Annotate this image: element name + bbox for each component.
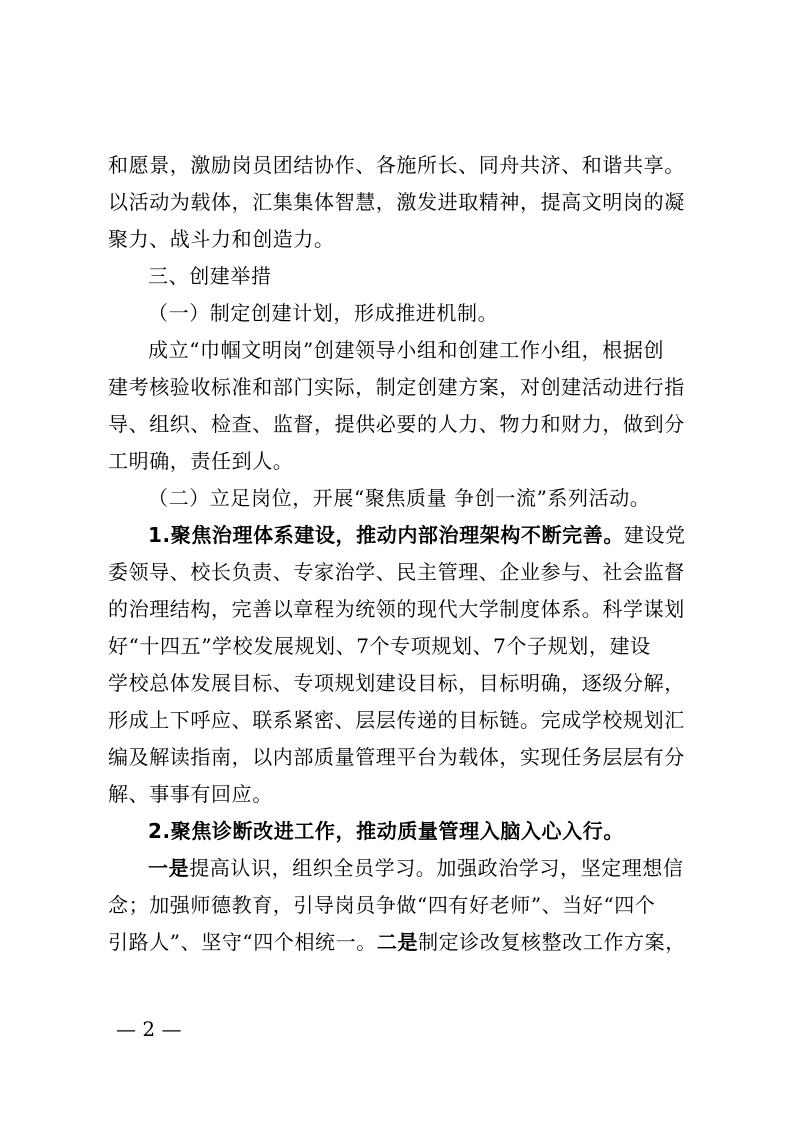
text: 制定诊改复核整改工作方案， xyxy=(418,930,686,954)
subsection-heading: （二）立足岗位，开展“聚焦质量 争创一流”系列活动。 xyxy=(148,486,651,510)
item-heading: 2.聚焦诊断改进工作，推动质量管理入脑入心入行。 xyxy=(148,819,624,843)
paragraph-line: 聚力、战斗力和创造力。 xyxy=(108,227,335,251)
section-heading: 三、创建举措 xyxy=(148,264,272,288)
paragraph-line: 的治理结构，完善以章程为统领的现代大学制度体系。科学谋划 xyxy=(108,597,685,621)
text: 引路人”、坚守“四个相统一。 xyxy=(108,930,377,954)
item-title: 1.聚焦治理体系建设，推动内部治理架构不断完善。 xyxy=(148,523,624,547)
paragraph-line: 念；加强师德教育，引导岗员争做“四有好老师”、当好“四个 xyxy=(108,893,656,917)
document-body xyxy=(108,147,688,961)
paragraph-line: 导、组织、检查、监督，提供必要的人力、物力和财力，做到分 xyxy=(108,412,685,436)
subsection-heading: （一）制定创建计划，形成推进机制。 xyxy=(148,301,499,325)
paragraph-line: 解、事事有回应。 xyxy=(108,782,273,806)
text: 提高认识，组织全员学习。加强政治学习，坚定理想信 xyxy=(189,856,684,880)
paragraph-line: 学校总体发展目标、专项规划建设目标，目标明确，逐级分解， xyxy=(108,671,685,695)
paragraph-line: 形成上下呼应、联系紧密、层层传递的目标链。完成学校规划汇 xyxy=(108,708,685,732)
paragraph-line: 建考核验收标准和部门实际，制定创建方案，对创建活动进行指 xyxy=(108,375,685,399)
page-number: — 2 — xyxy=(116,1017,182,1041)
paragraph-line: 和愿景，激励岗员团结协作、各施所长、同舟共济、和谐共享。 xyxy=(108,153,685,177)
item-text: 建设党 xyxy=(623,523,686,547)
paragraph-line: 以活动为载体，汇集集体智慧，激发进取精神，提高文明岗的凝 xyxy=(108,190,685,214)
paragraph-line: 委领导、校长负责、专家治学、民主管理、企业参与、社会监督 xyxy=(108,560,685,584)
emphasis: 一是 xyxy=(148,856,190,880)
paragraph-line: 编及解读指南，以内部质量管理平台为载体，实现任务层层有分 xyxy=(108,745,685,769)
item-heading-line xyxy=(108,517,688,554)
emphasis: 二是 xyxy=(376,930,419,954)
paragraph-line: 工明确，责任到人。 xyxy=(108,449,294,473)
paragraph-line: 好“十四五”学校发展规划、7个专项规划、7个子规划，建设 xyxy=(108,634,651,658)
paragraph-line xyxy=(108,850,688,887)
paragraph-line: 成立“巾帼文明岗”创建领导小组和创建工作小组，根据创 xyxy=(148,338,665,362)
paragraph-line xyxy=(108,924,688,961)
